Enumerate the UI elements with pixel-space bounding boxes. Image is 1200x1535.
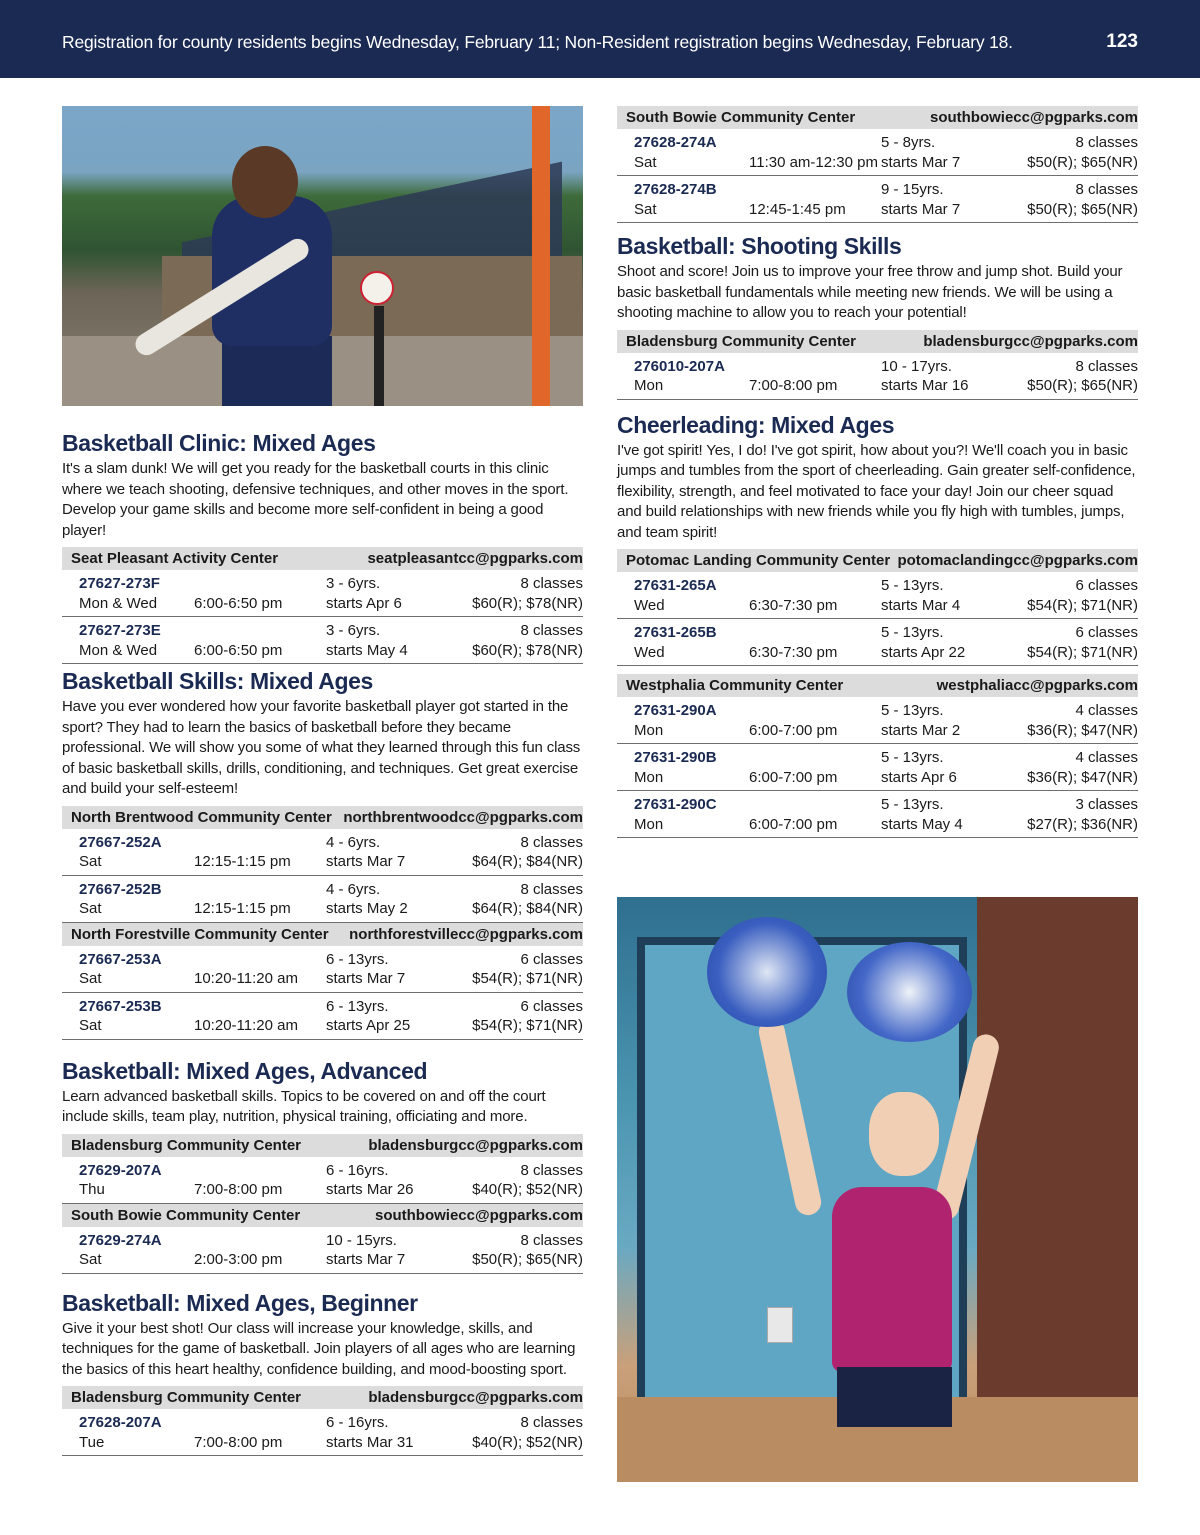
class-start: starts Apr 22 bbox=[881, 643, 966, 661]
page-number: 123 bbox=[1106, 31, 1138, 52]
class-age: 6 - 16yrs. bbox=[326, 1414, 389, 1431]
class-time: 7:00-8:00 pm bbox=[749, 377, 838, 394]
location-name: Bladensburg Community Center bbox=[71, 1389, 302, 1406]
class-count: 6 classes bbox=[520, 997, 583, 1015]
class-day: Sat bbox=[79, 970, 102, 987]
class-age: 5 - 13yrs. bbox=[881, 577, 944, 594]
left-column bbox=[62, 106, 583, 1456]
class-row bbox=[62, 993, 583, 1040]
section-title-cheer: Cheerleading: Mixed Ages bbox=[617, 411, 895, 438]
class-start: starts Mar 2 bbox=[881, 721, 961, 739]
class-age: 6 - 13yrs. bbox=[326, 950, 389, 968]
class-row bbox=[62, 1227, 583, 1274]
class-row bbox=[62, 946, 583, 993]
class-fee: $64(R); $84(NR) bbox=[472, 900, 583, 917]
baseball-photo bbox=[62, 106, 583, 406]
class-code: 27628-207A bbox=[79, 1414, 162, 1431]
class-fee: $64(R); $84(NR) bbox=[472, 853, 583, 870]
class-fee: $50(R); $65(NR) bbox=[472, 1251, 583, 1268]
location-header bbox=[62, 1134, 583, 1157]
header-bar bbox=[0, 0, 1200, 78]
class-time: 6:00-7:00 pm bbox=[749, 815, 838, 833]
class-age: 6 - 13yrs. bbox=[326, 997, 389, 1015]
class-code: 27627-273F bbox=[79, 575, 160, 592]
class-row bbox=[617, 791, 1138, 838]
location-header bbox=[617, 106, 1138, 129]
location-email[interactable]: bladensburgcc@pgparks.com bbox=[368, 1136, 583, 1154]
class-fee: $60(R); $78(NR) bbox=[472, 641, 583, 659]
class-day: Mon bbox=[634, 377, 664, 394]
location-header bbox=[617, 674, 1138, 697]
class-start: starts Mar 7 bbox=[326, 853, 406, 870]
section-title-clinic: Basketball Clinic: Mixed Ages bbox=[62, 430, 376, 456]
section-desc-skills: Have you ever wondered how your favorite basketball player got started in the sport? They had to learn the basics of basketball before they became professional. We will show you some of what they learned through this fun class of basic basketball skills, drills, conditioning, and techniques. Get great exercise and build your self-esteem! bbox=[62, 698, 581, 797]
class-time: 12:45-1:45 pm bbox=[749, 200, 846, 218]
section-desc-shooting: Shoot and score! Join us to improve your free throw and jump shot. Build your basic basketball fundamentals while meeting new friends. We will be using a shooting machine to allow you to reach your potential! bbox=[617, 263, 1123, 321]
location-email[interactable]: northbrentwoodcc@pgparks.com bbox=[343, 808, 583, 826]
class-time: 2:00-3:00 pm bbox=[194, 1251, 283, 1268]
class-start: starts Mar 7 bbox=[326, 1251, 406, 1268]
class-code: 27628-274B bbox=[634, 181, 717, 198]
class-row bbox=[617, 697, 1138, 744]
class-fee: $60(R); $78(NR) bbox=[472, 594, 583, 612]
class-day: Mon bbox=[634, 815, 664, 833]
class-row bbox=[62, 617, 583, 664]
class-fee: $40(R); $52(NR) bbox=[472, 1433, 583, 1451]
class-row bbox=[617, 176, 1138, 223]
class-fee: $54(R); $71(NR) bbox=[472, 970, 583, 987]
class-age: 6 - 16yrs. bbox=[326, 1161, 389, 1179]
class-row bbox=[62, 570, 583, 617]
location-email[interactable]: bladensburgcc@pgparks.com bbox=[368, 1389, 583, 1406]
class-age: 5 - 13yrs. bbox=[881, 624, 944, 641]
class-code: 27631-265B bbox=[634, 624, 717, 641]
brick-wall bbox=[977, 897, 1138, 1482]
location-header bbox=[617, 330, 1138, 353]
location-name: South Bowie Community Center bbox=[71, 1206, 301, 1224]
class-row bbox=[62, 876, 583, 923]
class-age: 3 - 6yrs. bbox=[326, 622, 381, 639]
class-time: 10:20-11:20 am bbox=[194, 970, 298, 987]
batting-tee bbox=[374, 306, 384, 406]
net-pole bbox=[532, 106, 550, 406]
class-time: 6:00-7:00 pm bbox=[749, 768, 838, 786]
class-code: 276010-207A bbox=[634, 357, 725, 375]
class-code: 27631-290C bbox=[634, 796, 717, 813]
class-age: 5 - 13yrs. bbox=[881, 749, 944, 766]
class-fee: $40(R); $52(NR) bbox=[472, 1181, 583, 1198]
girl-head bbox=[869, 1092, 939, 1176]
section-title-beginner: Basketball: Mixed Ages, Beginner bbox=[62, 1289, 418, 1316]
class-start: starts Mar 4 bbox=[881, 596, 961, 614]
class-day: Mon bbox=[634, 721, 664, 739]
class-count: 8 classes bbox=[520, 575, 583, 592]
class-code: 27629-274A bbox=[79, 1231, 162, 1249]
cheerleader-photo bbox=[617, 897, 1138, 1482]
class-count: 8 classes bbox=[1075, 181, 1138, 198]
class-day: Wed bbox=[634, 596, 665, 614]
pom-pom-left bbox=[707, 917, 827, 1027]
class-fee: $27(R); $36(NR) bbox=[1027, 815, 1138, 833]
section-title-shooting: Basketball: Shooting Skills bbox=[617, 233, 902, 259]
class-row bbox=[617, 572, 1138, 619]
class-row bbox=[62, 1157, 583, 1204]
class-fee: $50(R); $65(NR) bbox=[1027, 200, 1138, 218]
location-name: North Brentwood Community Center bbox=[71, 808, 332, 826]
class-count: 3 classes bbox=[1075, 796, 1138, 813]
class-fee: $36(R); $47(NR) bbox=[1027, 768, 1138, 786]
kid-legs bbox=[222, 336, 332, 406]
class-fee: $36(R); $47(NR) bbox=[1027, 721, 1138, 739]
class-code: 27667-253A bbox=[79, 950, 162, 968]
class-code: 27631-290B bbox=[634, 749, 717, 766]
section-title-advanced: Basketball: Mixed Ages, Advanced bbox=[62, 1057, 428, 1084]
location-name: Potomac Landing Community Center bbox=[626, 552, 891, 569]
class-count: 4 classes bbox=[1075, 749, 1138, 766]
class-time: 6:30-7:30 pm bbox=[749, 596, 838, 614]
location-email[interactable]: southbowiecc@pgparks.com bbox=[374, 1206, 583, 1224]
location-name: Westphalia Community Center bbox=[626, 677, 844, 694]
class-fee: $50(R); $65(NR) bbox=[1027, 377, 1138, 394]
class-age: 4 - 6yrs. bbox=[326, 833, 381, 851]
class-day: Mon & Wed bbox=[79, 641, 158, 659]
class-day: Sat bbox=[79, 1251, 102, 1268]
class-start: starts Apr 6 bbox=[881, 768, 957, 786]
class-code: 27667-252B bbox=[79, 880, 162, 898]
class-count: 8 classes bbox=[520, 880, 583, 898]
class-fee: $54(R); $71(NR) bbox=[472, 1017, 583, 1034]
class-code: 27667-252A bbox=[79, 833, 162, 851]
class-time: 6:00-6:50 pm bbox=[194, 641, 283, 659]
class-start: starts Mar 7 bbox=[326, 970, 406, 987]
section-desc-advanced: Learn advanced basketball skills. Topics to be covered on and off the court include skills, team play, nutrition, physical training, officiating and more. bbox=[62, 1087, 546, 1125]
class-age: 10 - 15yrs. bbox=[326, 1231, 397, 1249]
class-count: 4 classes bbox=[1075, 702, 1138, 719]
class-time: 10:20-11:20 am bbox=[194, 1017, 298, 1034]
class-row bbox=[62, 1409, 583, 1456]
class-day: Tue bbox=[79, 1433, 105, 1451]
class-age: 3 - 6yrs. bbox=[326, 575, 381, 592]
class-count: 8 classes bbox=[520, 1231, 583, 1249]
kid-head bbox=[232, 146, 298, 218]
class-start: starts May 2 bbox=[326, 900, 408, 917]
location-name: Bladensburg Community Center bbox=[71, 1136, 302, 1154]
class-day: Sat bbox=[79, 1017, 102, 1034]
class-code: 27631-265A bbox=[634, 577, 717, 594]
class-count: 8 classes bbox=[520, 1161, 583, 1179]
class-start: starts Mar 16 bbox=[881, 377, 969, 394]
baseball bbox=[360, 271, 394, 305]
class-row bbox=[617, 744, 1138, 791]
class-row bbox=[617, 129, 1138, 176]
class-age: 5 - 13yrs. bbox=[881, 796, 944, 813]
class-age: 4 - 6yrs. bbox=[326, 880, 381, 898]
location-header bbox=[62, 806, 583, 829]
location-header bbox=[62, 1204, 583, 1227]
class-time: 7:00-8:00 pm bbox=[194, 1181, 283, 1198]
class-time: 6:00-6:50 pm bbox=[194, 594, 283, 612]
pom-pom-right bbox=[847, 942, 972, 1042]
class-day: Wed bbox=[634, 643, 665, 661]
class-age: 10 - 17yrs. bbox=[881, 357, 952, 375]
class-time: 6:30-7:30 pm bbox=[749, 643, 838, 661]
class-code: 27629-207A bbox=[79, 1161, 162, 1179]
location-name: Seat Pleasant Activity Center bbox=[71, 550, 279, 567]
location-header bbox=[617, 549, 1138, 572]
class-count: 8 classes bbox=[520, 1414, 583, 1431]
location-email[interactable]: bladensburgcc@pgparks.com bbox=[923, 332, 1138, 350]
class-age: 5 - 8yrs. bbox=[881, 134, 936, 151]
class-start: starts Mar 31 bbox=[326, 1433, 414, 1451]
registration-notice: Registration for county residents begins Wednesday, February 11; Non-Resident registration begins Wednesday, February 18. bbox=[62, 32, 1013, 52]
class-day: Thu bbox=[79, 1181, 105, 1198]
class-day: Mon bbox=[634, 768, 664, 786]
class-start: starts May 4 bbox=[881, 815, 963, 833]
class-code: 27628-274A bbox=[634, 134, 717, 151]
class-time: 7:00-8:00 pm bbox=[194, 1433, 283, 1451]
class-time: 11:30 am-12:30 pm bbox=[749, 153, 878, 171]
class-code: 27627-273E bbox=[79, 622, 161, 639]
location-email[interactable]: seatpleasantcc@pgparks.com bbox=[367, 550, 583, 567]
location-email[interactable]: southbowiecc@pgparks.com bbox=[929, 109, 1138, 126]
location-header bbox=[62, 923, 583, 946]
class-day: Mon & Wed bbox=[79, 594, 158, 612]
class-time: 12:15-1:15 pm bbox=[194, 853, 291, 870]
class-start: starts Mar 7 bbox=[881, 153, 961, 171]
class-day: Sat bbox=[79, 900, 102, 917]
class-row bbox=[62, 829, 583, 876]
section-desc-cheer: I've got spirit! Yes, I do! I've got spirit, how about you?! We'll coach you in basic jumps and tumbles from the sport of cheerleading. Gain greater self-confidence, flexibility, strength, and feel motivated to face your day! Join our cheer squad and build relationships with new friends while you fly high with tumbles, jumps, and team spirit! bbox=[617, 441, 1136, 541]
class-day: Sat bbox=[79, 853, 102, 870]
class-row bbox=[617, 619, 1138, 666]
class-code: 27631-290A bbox=[634, 702, 717, 719]
class-count: 8 classes bbox=[520, 622, 583, 639]
class-start: starts Apr 6 bbox=[326, 594, 402, 612]
girl-tank-top bbox=[832, 1187, 952, 1372]
class-start: starts Mar 7 bbox=[881, 200, 961, 218]
wall-outlet bbox=[767, 1307, 793, 1343]
class-fee: $54(R); $71(NR) bbox=[1027, 643, 1138, 661]
class-row bbox=[617, 353, 1138, 400]
class-age: 5 - 13yrs. bbox=[881, 702, 944, 719]
location-name: Bladensburg Community Center bbox=[626, 332, 857, 350]
class-time: 12:15-1:15 pm bbox=[194, 900, 291, 917]
class-count: 6 classes bbox=[1075, 624, 1138, 641]
class-count: 8 classes bbox=[520, 833, 583, 851]
section-title-skills: Basketball Skills: Mixed Ages bbox=[62, 668, 373, 694]
girl-shorts bbox=[837, 1367, 952, 1427]
class-start: starts May 4 bbox=[326, 641, 408, 659]
location-header bbox=[62, 547, 583, 570]
class-count: 8 classes bbox=[1075, 134, 1138, 151]
location-header bbox=[62, 1386, 583, 1409]
class-count: 6 classes bbox=[520, 950, 583, 968]
class-code: 27667-253B bbox=[79, 997, 162, 1015]
location-name: South Bowie Community Center bbox=[626, 109, 856, 126]
class-fee: $54(R); $71(NR) bbox=[1027, 596, 1138, 614]
class-fee: $50(R); $65(NR) bbox=[1027, 153, 1138, 171]
location-email[interactable]: westphaliacc@pgparks.com bbox=[936, 677, 1138, 694]
class-start: starts Apr 25 bbox=[326, 1017, 411, 1034]
location-email[interactable]: northforestvillecc@pgparks.com bbox=[349, 925, 583, 943]
class-day: Sat bbox=[634, 200, 657, 218]
location-name: North Forestville Community Center bbox=[71, 925, 329, 943]
class-day: Sat bbox=[634, 153, 657, 171]
class-count: 6 classes bbox=[1075, 577, 1138, 594]
class-start: starts Mar 26 bbox=[326, 1181, 414, 1198]
section-desc-clinic: It's a slam dunk! We will get you ready for the basketball courts in this clinic where we teach shooting, defensive techniques, and other moves in the sport. Develop your game skills and become more self-confident in being a good player! bbox=[62, 460, 569, 539]
location-email[interactable]: potomaclandingcc@pgparks.com bbox=[897, 552, 1138, 569]
class-time: 6:00-7:00 pm bbox=[749, 721, 838, 739]
right-column bbox=[617, 106, 1138, 838]
class-age: 9 - 15yrs. bbox=[881, 181, 944, 198]
section-desc-beginner: Give it your best shot! Our class will increase your knowledge, skills, and techniques for the game of basketball. Join players of all ages who are learning the basics of this heart healthy, confidence building, and mood-boosting sport. bbox=[62, 1319, 576, 1378]
class-count: 8 classes bbox=[1075, 357, 1138, 375]
